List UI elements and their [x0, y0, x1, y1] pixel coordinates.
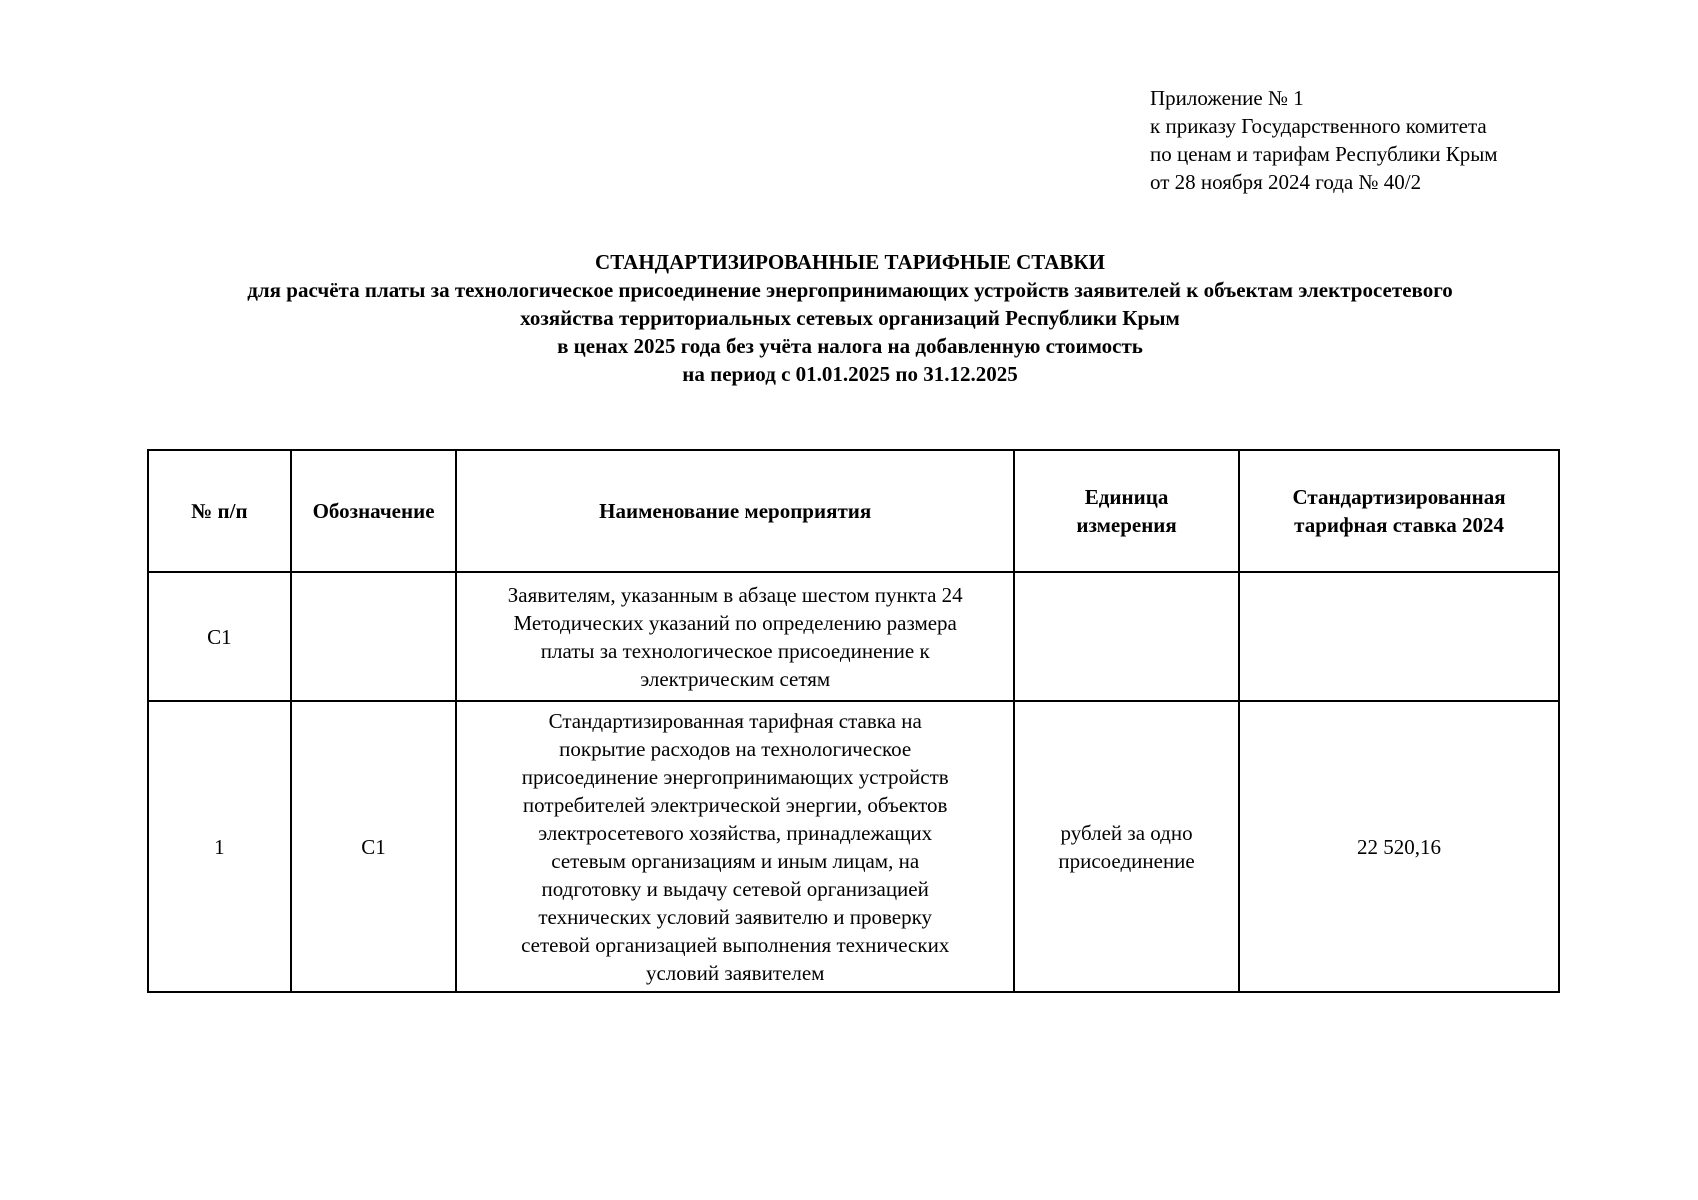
- document-title: [140, 248, 1560, 388]
- cell-name-line: сетевой организацией выполнения технических: [521, 932, 950, 957]
- header-rate: [1239, 450, 1559, 572]
- header-rate-line: Стандартизированная: [1292, 485, 1506, 509]
- header-unit-line: измерения: [1076, 513, 1177, 537]
- table-row: [148, 572, 1559, 701]
- cell-name-line: Заявителям, указанным в абзаце шестом пункта 24: [507, 582, 963, 607]
- cell-name-line: электрическим сетям: [640, 666, 831, 691]
- cell-unit-line: рублей за одно: [1060, 820, 1193, 845]
- cell-rate: [1239, 572, 1559, 701]
- appendix-line: по ценам и тарифам Республики Крым: [1150, 142, 1498, 166]
- header-name: Наименование мероприятия: [456, 450, 1014, 572]
- cell-name: [456, 701, 1014, 992]
- cell-name-line: технических условий заявителю и проверку: [538, 904, 933, 929]
- cell-name: [456, 572, 1014, 701]
- table-row: [148, 701, 1559, 992]
- cell-name-line: Стандартизированная тарифная ставка на: [548, 708, 922, 733]
- appendix-line: Приложение № 1: [1150, 86, 1304, 110]
- cell-code: С1: [291, 701, 457, 992]
- appendix-line: к приказу Государственного комитета: [1150, 114, 1487, 138]
- appendix-line: от 28 ноября 2024 года № 40/2: [1150, 170, 1422, 194]
- cell-unit: [1014, 572, 1239, 701]
- cell-name-line: сетевым организациям и иным лицам, на: [551, 848, 920, 873]
- cell-name-line: покрытие расходов на технологическое: [559, 736, 912, 761]
- title-line: хозяйства территориальных сетевых организаций Республики Крым: [520, 306, 1180, 330]
- cell-name-line: условий заявителем: [645, 960, 825, 985]
- appendix-header: [1150, 84, 1498, 196]
- title-line: СТАНДАРТИЗИРОВАННЫЕ ТАРИФНЫЕ СТАВКИ: [595, 250, 1105, 274]
- cell-rate: 22 520,16: [1239, 701, 1559, 992]
- cell-name-line: электросетевого хозяйства, принадлежащих: [538, 820, 933, 845]
- cell-unit: [1014, 701, 1239, 992]
- title-line: в ценах 2025 года без учёта налога на добавленную стоимость: [557, 334, 1143, 358]
- cell-num: С1: [148, 572, 291, 701]
- header-rate-line: тарифная ставка 2024: [1294, 513, 1504, 537]
- cell-name-line: присоединение энергопринимающих устройств: [521, 764, 949, 789]
- cell-name-line: Методических указаний по определению размера: [513, 610, 957, 635]
- header-unit-line: Единица: [1084, 485, 1169, 509]
- cell-name-line: платы за технологическое присоединение к: [540, 638, 930, 663]
- header-code: Обозначение: [291, 450, 457, 572]
- cell-name-line: подготовку и выдачу сетевой организацией: [541, 876, 929, 901]
- table-header-row: [148, 450, 1559, 572]
- header-num: № п/п: [148, 450, 291, 572]
- cell-unit-line: присоединение: [1058, 848, 1195, 873]
- cell-num: 1: [148, 701, 291, 992]
- header-unit: [1014, 450, 1239, 572]
- cell-name-line: потребителей электрической энергии, объектов: [522, 792, 948, 817]
- tariff-table: [147, 449, 1560, 993]
- title-line: для расчёта платы за технологическое присоединение энергопринимающих устройств заявителей к объектам электросетевого: [247, 278, 1453, 302]
- cell-code: [291, 572, 457, 701]
- title-line: на период с 01.01.2025 по 31.12.2025: [682, 362, 1018, 386]
